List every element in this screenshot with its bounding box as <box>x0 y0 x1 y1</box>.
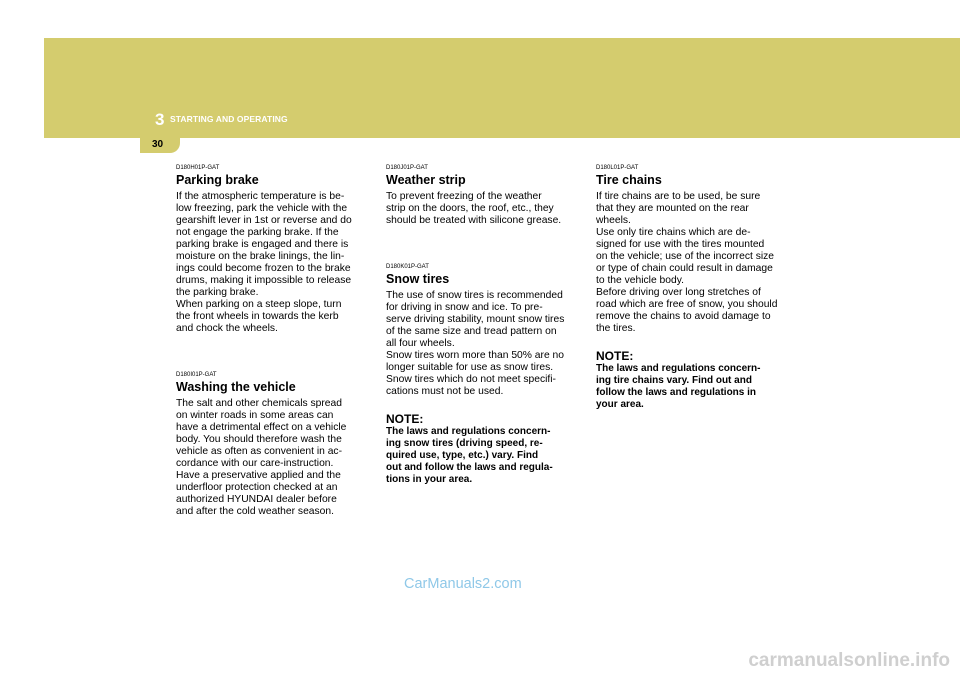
section-heading: Washing the vehicle <box>176 380 296 394</box>
section-body: To prevent freezing of the weather strip on the doors, the roof, etc., they should be treated with silicone grease. <box>386 191 562 226</box>
section-body: If the atmospheric temperature is be- low freezing, park the vehicle with the gearshift lever in 1st or reverse and do not engage the parking brake. If the parking brake is engaged and there is moisture on the brake linings, the lin- ings could become frozen to the brake drums, making it impossible to release the parking brake. When parking on a steep slope, turn the front wheels in towards the kerb and chock the wheels. <box>176 191 352 334</box>
section-code: D180I01P-GAT <box>176 372 217 378</box>
section-washing-vehicle <box>176 371 376 518</box>
section-parking-brake <box>176 164 376 335</box>
note-spacer <box>596 335 796 349</box>
section-tire-chains <box>596 164 796 411</box>
section-heading: Weather strip <box>386 173 466 187</box>
column-3 <box>596 164 796 411</box>
section-title: STARTING AND OPERATING <box>170 114 288 124</box>
section-code: D180H01P-GAT <box>176 165 220 171</box>
section-number: 3 <box>155 110 165 129</box>
page-number: 30 <box>152 139 164 150</box>
note-text: The laws and regulations concern- ing tire chains vary. Find out and follow the laws and regulations in your area. <box>596 363 761 410</box>
section-heading: Snow tires <box>386 272 450 286</box>
section-heading: Tire chains <box>596 173 662 187</box>
section-code: D180J01P-GAT <box>386 165 428 171</box>
watermark-carmanualsonline-link[interactable]: carmanualsonline.info <box>748 650 950 671</box>
note-label: NOTE: <box>596 349 634 363</box>
column-1 <box>176 164 376 518</box>
section-code: D180K01P-GAT <box>386 264 429 270</box>
section-body: The salt and other chemicals spread on winter roads in some areas can have a detrimental effect on a vehicle body. You should therefore wash the vehicle as often as convenient in ac- cordance with our care-instruction. Have a preservative applied and the underfloor protection checked at an authorized HYUNDAI dealer before and after the cold weather season. <box>176 398 347 517</box>
section-snow-tires <box>386 263 586 486</box>
section-spacer <box>176 335 376 371</box>
section-body: If tire chains are to be used, be sure that they are mounted on the rear wheels. Use only tire chains which are de- signed for use with the tires mounted on the vehicle; use of the incorrect size or type of chain could result in damage to the vehicle body. Before driving over long stretches of road which are free of snow, you should remove the chains to avoid damage to the tires. <box>596 191 778 334</box>
section-weather-strip <box>386 164 586 227</box>
section-heading: Parking brake <box>176 173 259 187</box>
section-code: D180L01P-GAT <box>596 165 639 171</box>
note-label: NOTE: <box>386 412 424 426</box>
column-2 <box>386 164 586 486</box>
note-text: The laws and regulations concern- ing snow tires (driving speed, re- quired use, type, etc.) vary. Find out and follow the laws and regula- tions in your area. <box>386 426 553 485</box>
section-body: The use of snow tires is recommended for driving in snow and ice. To pre- serve driving stability, mount snow tires of the same size and tread pattern on all four wheels. Snow tires worn more than 50% are no longer suitable for use as snow tires. Snow tires which do not meet specifi- cations must not be used. <box>386 290 565 397</box>
section-spacer <box>386 227 586 263</box>
watermark-carmanuals2-link[interactable]: CarManuals2.com <box>404 576 522 592</box>
note-spacer <box>386 398 586 412</box>
